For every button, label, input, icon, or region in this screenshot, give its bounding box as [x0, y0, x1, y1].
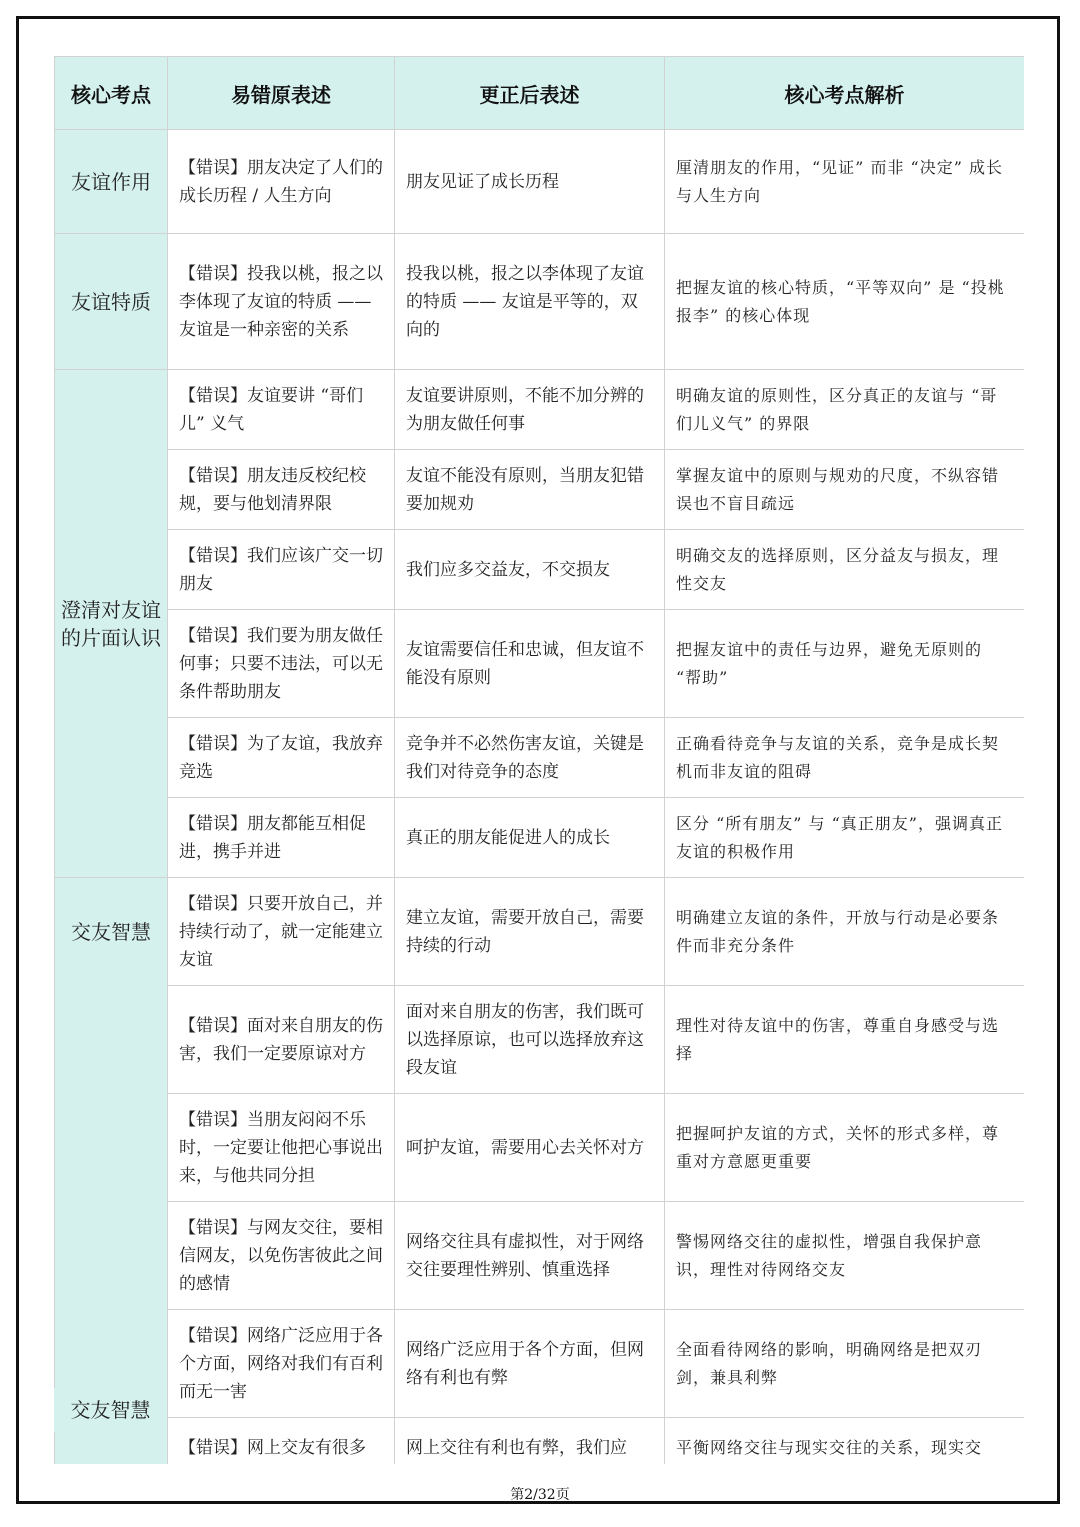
analysis-cell: 正确看待竞争与友谊的关系，竞争是成长契机而非友谊的阻碍 — [665, 718, 1025, 798]
analysis-cell: 把握友谊中的责任与边界，避免无原则的 “帮助” — [665, 610, 1025, 718]
right-cell: 建立友谊，需要开放自己，需要持续的行动 — [395, 878, 665, 986]
table-row — [55, 450, 1025, 530]
wrong-cell: 【错误】当朋友闷闷不乐时，一定要让他把心事说出来，与他共同分担 — [168, 1094, 395, 1202]
table-row — [55, 1202, 1025, 1310]
analysis-cell: 明确友谊的原则性，区分真正的友谊与 “哥们儿义气” 的界限 — [665, 370, 1025, 450]
wrong-cell: 【错误】友谊要讲 “哥们儿” 义气 — [168, 370, 395, 450]
wrong-cell: 【错误】网络广泛应用于各个方面，网络对我们有百利而无一害 — [168, 1310, 395, 1418]
table-row — [55, 610, 1025, 718]
topic-cell: 友谊特质 — [55, 234, 168, 370]
right-cell: 呵护友谊，需要用心去关怀对方 — [395, 1094, 665, 1202]
right-cell: 友谊不能没有原则，当朋友犯错要加规劝 — [395, 450, 665, 530]
analysis-cell: 理性对待友谊中的伤害，尊重自身感受与选择 — [665, 986, 1025, 1094]
wrong-cell: 【错误】朋友决定了人们的成长历程 / 人生方向 — [168, 130, 395, 234]
right-cell: 网络广泛应用于各个方面，但网络有利也有弊 — [395, 1310, 665, 1418]
analysis-cell: 掌握友谊中的原则与规劝的尺度，不纵容错误也不盲目疏远 — [665, 450, 1025, 530]
analysis-cell: 全面看待网络的影响，明确网络是把双刃剑，兼具利弊 — [665, 1310, 1025, 1418]
wrong-cell: 【错误】网上交友有很多 — [168, 1418, 395, 1465]
table-row — [55, 718, 1025, 798]
table-container — [54, 56, 1024, 1464]
table-row — [55, 234, 1025, 370]
table-row — [55, 1418, 1025, 1465]
table-row — [55, 986, 1025, 1094]
right-cell: 网络交往具有虚拟性，对于网络交往要理性辨别、慎重选择 — [395, 1202, 665, 1310]
wrong-cell: 【错误】与网友交往，要相信网友，以免伤害彼此之间的感情 — [168, 1202, 395, 1310]
table-row — [55, 130, 1025, 234]
topic-cell: 友谊作用 — [55, 130, 168, 234]
wrong-cell: 【错误】我们应该广交一切朋友 — [168, 530, 395, 610]
wrong-cell: 【错误】为了友谊，我放弃竞选 — [168, 718, 395, 798]
analysis-cell: 把握友谊的核心特质，“平等双向” 是 “投桃报李” 的核心体现 — [665, 234, 1025, 370]
right-cell: 友谊需要信任和忠诚，但友谊不能没有原则 — [395, 610, 665, 718]
wrong-cell: 【错误】面对来自朋友的伤害，我们一定要原谅对方 — [168, 986, 395, 1094]
header-wrong: 易错原表述 — [168, 57, 395, 130]
page-number: 第2/32页 — [510, 1487, 570, 1503]
right-cell: 竞争并不必然伤害友谊，关键是我们对待竞争的态度 — [395, 718, 665, 798]
header-right: 更正后表述 — [395, 57, 665, 130]
topic-cell-continued: 交友智慧 — [54, 1388, 167, 1432]
analysis-cell: 区分 “所有朋友” 与 “真正朋友”，强调真正友谊的积极作用 — [665, 798, 1025, 878]
table-row — [55, 878, 1025, 986]
analysis-cell: 明确交友的选择原则，区分益友与损友，理性交友 — [665, 530, 1025, 610]
analysis-cell: 警惕网络交往的虚拟性，增强自我保护意识，理性对待网络交友 — [665, 1202, 1025, 1310]
wrong-cell: 【错误】我们要为朋友做任何事；只要不违法，可以无条件帮助朋友 — [168, 610, 395, 718]
topic-cell: 交友智慧 — [55, 878, 168, 1465]
key-points-table — [54, 56, 1024, 1464]
table-row — [55, 1310, 1025, 1418]
table-row — [55, 530, 1025, 610]
right-cell: 友谊要讲原则，不能不加分辨的为朋友做任何事 — [395, 370, 665, 450]
right-cell: 朋友见证了成长历程 — [395, 130, 665, 234]
wrong-cell: 【错误】朋友都能互相促进，携手并进 — [168, 798, 395, 878]
wrong-cell: 【错误】只要开放自己，并持续行动了，就一定能建立友谊 — [168, 878, 395, 986]
header-row — [55, 57, 1025, 130]
header-analysis: 核心考点解析 — [665, 57, 1025, 130]
header-topic: 核心考点 — [55, 57, 168, 130]
table-row — [55, 798, 1025, 878]
right-cell: 面对来自朋友的伤害，我们既可以选择原谅，也可以选择放弃这段友谊 — [395, 986, 665, 1094]
wrong-cell: 【错误】投我以桃，报之以李体现了友谊的特质 —— 友谊是一种亲密的关系 — [168, 234, 395, 370]
topic-cell: 澄清对友谊的片面认识 — [55, 370, 168, 878]
wrong-cell: 【错误】朋友违反校纪校规，要与他划清界限 — [168, 450, 395, 530]
right-cell: 网上交往有利也有弊，我们应 — [395, 1418, 665, 1465]
analysis-cell: 明确建立友谊的条件，开放与行动是必要条件而非充分条件 — [665, 878, 1025, 986]
analysis-cell: 厘清朋友的作用，“见证” 而非 “决定” 成长与人生方向 — [665, 130, 1025, 234]
table-row — [55, 370, 1025, 450]
analysis-cell: 把握呵护友谊的方式，关怀的形式多样，尊重对方意愿更重要 — [665, 1094, 1025, 1202]
right-cell: 投我以桃，报之以李体现了友谊的特质 —— 友谊是平等的，双向的 — [395, 234, 665, 370]
analysis-cell: 平衡网络交往与现实交往的关系，现实交 — [665, 1418, 1025, 1465]
table-row — [55, 1094, 1025, 1202]
right-cell: 我们应多交益友，不交损友 — [395, 530, 665, 610]
right-cell: 真正的朋友能促进人的成长 — [395, 798, 665, 878]
